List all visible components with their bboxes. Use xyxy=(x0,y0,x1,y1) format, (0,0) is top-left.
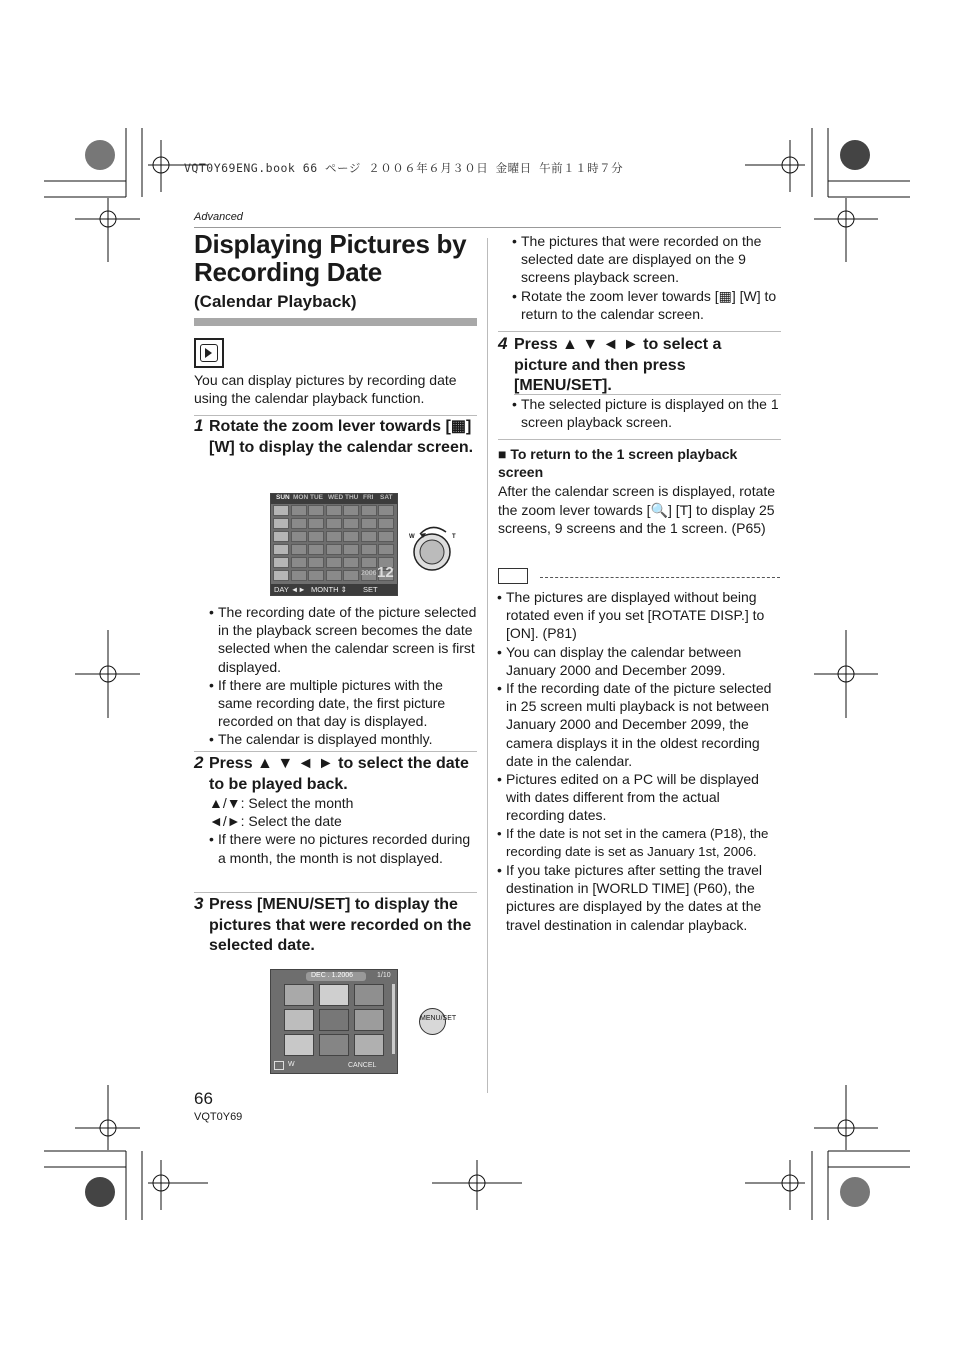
calendar-cell xyxy=(343,531,359,542)
calendar-footer-day: DAY ◄► xyxy=(274,585,306,594)
note-dashes xyxy=(540,577,780,578)
step-number: 2 xyxy=(194,753,204,772)
step-rule xyxy=(194,892,477,893)
calendar-cell xyxy=(291,531,307,542)
step2-keys xyxy=(209,794,479,867)
calendar-cell xyxy=(343,557,359,568)
intro-text: You can display pictures by recording date using the calendar playback function. xyxy=(194,372,457,406)
calendar-screen-illustration xyxy=(270,493,398,596)
calendar-cell xyxy=(361,531,377,542)
list-item: • If the date is not set in the camera (P18), the recording date is set as January 1st, 2006. xyxy=(497,825,781,861)
page-subtitle: (Calendar Playback) xyxy=(194,292,357,311)
calendar-cell xyxy=(378,518,394,529)
note-icon xyxy=(498,568,528,584)
list-item: • Rotate the zoom lever towards [▦] [W] to return to the calendar screen. xyxy=(512,287,782,323)
calendar-cell xyxy=(291,557,307,568)
calendar-cell xyxy=(273,544,289,555)
calendar-cell xyxy=(308,518,324,529)
key-line: ◄/►: Select the date xyxy=(209,813,342,830)
nine-screen-date: DEC . 1.2006 xyxy=(311,972,354,979)
calendar-cell xyxy=(308,531,324,542)
nine-screen-illustration xyxy=(270,969,398,1074)
nine-screen-count: 1/10 xyxy=(377,972,391,979)
calendar-cell xyxy=(326,531,342,542)
calendar-cell xyxy=(361,518,377,529)
calendar-cell xyxy=(273,531,289,542)
playback-mode-icon xyxy=(194,338,224,368)
calendar-cell xyxy=(326,557,342,568)
menu-set-label: MENU/SET xyxy=(420,1015,457,1022)
dial-w-label: W xyxy=(409,534,415,540)
calendar-cell xyxy=(326,544,342,555)
nine-screen-w: W xyxy=(288,1061,295,1068)
section-rule xyxy=(498,439,781,440)
thumbnail xyxy=(354,1009,384,1031)
step-rule xyxy=(194,415,477,416)
calendar-cell xyxy=(273,557,289,568)
calendar-cell xyxy=(343,505,359,516)
nine-screen-icon xyxy=(274,1061,284,1070)
thumbnail xyxy=(319,1034,349,1056)
list-item: • If there are multiple pictures with the same recording date, the first picture recorded on that day is displayed. xyxy=(209,676,479,731)
zoom-lever-icon xyxy=(402,517,466,581)
list-item: • The pictures are displayed without being rotated even if you set [ROTATE DISP.] to [ON]. (P81) xyxy=(497,588,781,643)
list-item: • If the recording date of the picture selected in 25 screen multi playback is not between January 2000 and December 2099, the camera displays it in the oldest recording date in the calendar. xyxy=(497,679,781,770)
return-heading: ■ To return to the 1 screen playback screen xyxy=(498,446,738,480)
calendar-cell xyxy=(308,505,324,516)
thumbnail xyxy=(319,984,349,1006)
calendar-cell xyxy=(291,570,307,581)
step1-notes xyxy=(209,603,479,749)
step-number: 4 xyxy=(498,334,508,353)
calendar-cell xyxy=(308,557,324,568)
calendar-cell xyxy=(378,505,394,516)
calendar-cell xyxy=(291,518,307,529)
top-rule xyxy=(194,227,781,228)
calendar-cell xyxy=(273,505,289,516)
calendar-footer-set: SET xyxy=(363,585,378,594)
calendar-cell xyxy=(361,557,377,568)
day-label: WED xyxy=(328,494,344,501)
step3-notes xyxy=(512,232,782,323)
day-label: THU xyxy=(345,494,359,501)
calendar-cell xyxy=(308,544,324,555)
list-item: • The recording date of the picture selected in the playback screen becomes the date selected when the calendar screen is first displayed. xyxy=(209,603,479,676)
menu-set-button-icon xyxy=(419,1008,457,1035)
return-text: After the calendar screen is displayed, rotate the zoom lever towards [🔍] [T] to display 25 screens, 9 screens and the 1 screen. (P65) xyxy=(498,483,776,536)
calendar-cell xyxy=(378,531,394,542)
notes-list xyxy=(497,588,781,934)
list-item: • The selected picture is displayed on the 1 screen playback screen. xyxy=(512,395,782,431)
calendar-year: 2006 xyxy=(361,570,377,577)
day-label: TUE xyxy=(310,494,323,501)
step4-notes xyxy=(512,395,782,431)
list-item: • Pictures edited on a PC will be displayed with dates different from the actual recording dates. xyxy=(497,770,781,825)
calendar-cell xyxy=(343,570,359,581)
day-label: MON xyxy=(293,494,309,501)
calendar-month: 12 xyxy=(377,564,394,581)
step-text: Press [MENU/SET] to display the pictures that were recorded on the selected date. xyxy=(209,896,472,954)
nine-screen-cancel: CANCEL xyxy=(348,1062,377,1069)
dial-t-label: T xyxy=(452,534,456,540)
list-item: • You can display the calendar between January 2000 and December 2099. xyxy=(497,643,781,679)
calendar-cell xyxy=(378,544,394,555)
list-item: • The calendar is displayed monthly. xyxy=(209,730,479,748)
step-text: Press ▲ ▼ ◄ ► to select a picture and then press [MENU/SET]. xyxy=(514,336,722,394)
thumbnail xyxy=(354,1034,384,1056)
page-number: 66 xyxy=(194,1089,213,1108)
thumbnail xyxy=(284,984,314,1006)
section-label: Advanced xyxy=(194,211,243,223)
step-number: 1 xyxy=(194,416,204,435)
calendar-cell xyxy=(343,544,359,555)
calendar-cell xyxy=(343,518,359,529)
list-item: • If you take pictures after setting the travel destination in [WORLD TIME] (P60), the pictures are displayed by the dates at the travel destination in calendar playback. xyxy=(497,861,781,934)
list-item: • If there were no pictures recorded during a month, the month is not displayed. xyxy=(209,830,479,866)
step-text: Rotate the zoom lever towards [▦] [W] to display the calendar screen. xyxy=(209,418,474,456)
day-label: SAT xyxy=(380,494,393,501)
thumbnail xyxy=(284,1034,314,1056)
calendar-cell xyxy=(361,544,377,555)
calendar-cell xyxy=(291,505,307,516)
calendar-cell xyxy=(291,544,307,555)
day-label: SUN xyxy=(276,494,290,501)
print-header: VQT0Y69ENG.book 66 ページ ２００６年６月３０日 金曜日 午前１１時７分 xyxy=(184,161,624,175)
thumbnail xyxy=(319,1009,349,1031)
day-label: FRI xyxy=(363,494,374,501)
page-title: Displaying Pictures by Recording Date xyxy=(194,229,467,287)
calendar-cell xyxy=(361,505,377,516)
calendar-cell xyxy=(326,570,342,581)
step-number: 3 xyxy=(194,894,204,913)
column-divider xyxy=(487,238,488,1093)
page-code: VQT0Y69 xyxy=(194,1111,243,1123)
step-text: Press ▲ ▼ ◄ ► to select the date to be played back. xyxy=(209,755,469,793)
calendar-cell xyxy=(308,570,324,581)
calendar-cell xyxy=(326,518,342,529)
list-item: • The pictures that were recorded on the selected date are displayed on the 9 screens playback screen. xyxy=(512,232,782,287)
calendar-cell xyxy=(326,505,342,516)
step-rule xyxy=(194,751,477,752)
calendar-day-header xyxy=(271,494,397,504)
calendar-cell xyxy=(273,518,289,529)
key-line: ▲/▼: Select the month xyxy=(209,795,354,811)
title-bar xyxy=(194,318,477,326)
thumbnail xyxy=(284,1009,314,1031)
calendar-cell xyxy=(273,570,289,581)
thumbnail xyxy=(354,984,384,1006)
step-rule xyxy=(498,331,781,332)
calendar-footer-month: MONTH ⇕ xyxy=(311,585,347,594)
